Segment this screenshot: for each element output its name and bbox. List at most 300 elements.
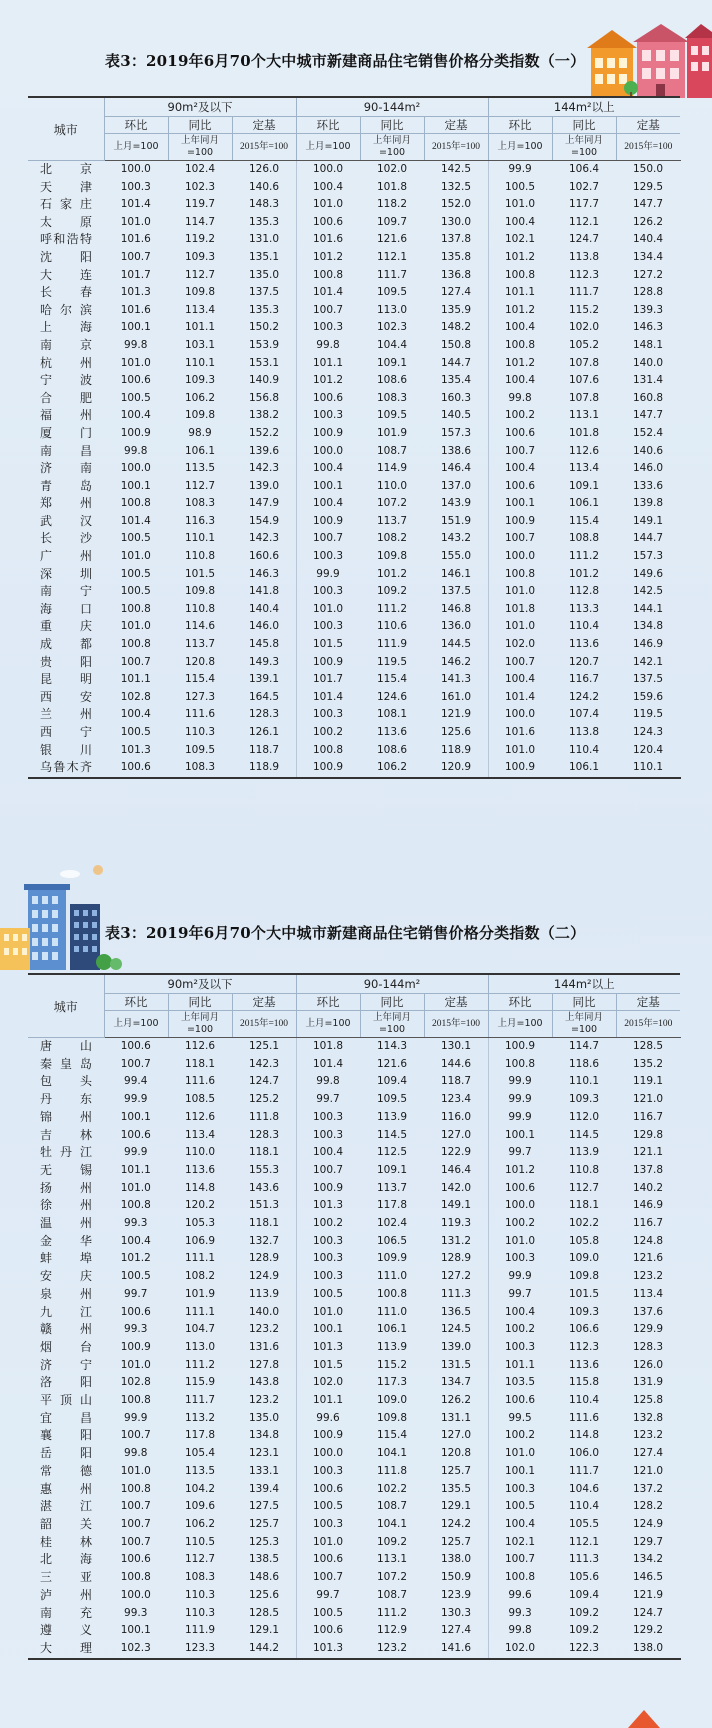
table-row	[28, 1286, 680, 1304]
index-value-cell: 146.1	[424, 566, 488, 584]
index-value-cell: 100.9	[296, 759, 360, 778]
index-value-cell: 115.8	[569, 1376, 600, 1389]
index-value-cell: 99.6	[316, 1411, 340, 1424]
index-value-cell: 142.3	[232, 460, 296, 478]
table-row	[28, 443, 680, 461]
index-value-cell: 131.2	[424, 1233, 488, 1251]
index-value-cell: 108.3	[168, 759, 232, 778]
city-name-text: 徐州	[40, 1198, 92, 1213]
index-value-cell: 99.8	[124, 1447, 148, 1460]
index-value-cell: 152.4	[633, 426, 664, 439]
index-value-cell: 120.4	[633, 743, 664, 756]
index-value-cell: 120.8	[424, 1445, 488, 1463]
index-value-cell: 146.8	[424, 601, 488, 619]
city-name	[28, 179, 104, 197]
city-name-text: 唐山	[40, 1039, 92, 1053]
index-value-cell: 111.9	[184, 1624, 216, 1637]
city-name	[28, 1357, 104, 1375]
city-name-text: 九江	[40, 1304, 92, 1319]
city-name	[28, 1374, 104, 1392]
index-value-cell: 100.4	[120, 409, 151, 422]
group-header-small: 90m²及以下	[104, 97, 296, 117]
index-value-cell: 142.1	[633, 655, 664, 668]
table-row	[28, 319, 680, 337]
index-value-cell: 118.7	[232, 742, 296, 760]
index-value-cell: 101.0	[505, 743, 536, 756]
index-value-cell: 149.3	[232, 654, 296, 672]
city-name	[28, 1250, 104, 1268]
index-value-cell: 111.7	[569, 286, 600, 299]
table-row	[28, 706, 680, 724]
city-name	[28, 302, 104, 320]
index-value-cell: 100.7	[312, 1571, 344, 1584]
index-value-cell: 160.6	[232, 548, 296, 566]
index-value-cell: 102.3	[104, 1640, 168, 1659]
index-value-cell: 100.9	[312, 1181, 344, 1194]
index-value-cell: 107.2	[376, 497, 408, 510]
city-name-text: 无锡	[40, 1162, 92, 1177]
index-value-cell: 141.6	[424, 1640, 488, 1659]
table-row	[28, 214, 680, 232]
city-name-text: 广州	[40, 549, 92, 564]
index-value-cell: 106.0	[569, 1447, 600, 1460]
index-value-cell: 121.9	[633, 1588, 664, 1601]
index-value-cell: 113.0	[184, 1340, 216, 1353]
index-value-cell: 101.0	[120, 356, 151, 369]
city-name-text: 合肥	[40, 390, 92, 405]
index-value-cell: 106.1	[569, 497, 600, 510]
index-value-cell: 110.1	[569, 1075, 600, 1088]
subcol-base: 定基	[232, 994, 296, 1011]
city-name-text: 重庆	[40, 619, 92, 634]
index-value-cell: 107.8	[569, 356, 600, 369]
index-value-cell: 113.4	[633, 1287, 664, 1300]
table-row	[28, 1569, 680, 1587]
index-value-cell: 105.5	[569, 1517, 600, 1530]
index-value-cell: 99.7	[508, 1287, 532, 1300]
index-value-cell: 115.2	[569, 303, 600, 316]
index-value-cell: 100.5	[312, 1500, 344, 1513]
base-2015: 2015年=100	[232, 1011, 296, 1038]
index-value-cell: 100.5	[120, 391, 151, 404]
index-value-cell: 149.6	[633, 567, 664, 580]
index-value-cell: 100.6	[505, 1181, 536, 1194]
city-name	[28, 1339, 104, 1357]
city-name	[28, 1197, 104, 1215]
index-value-cell: 112.0	[569, 1110, 600, 1123]
city-name-text: 太原	[40, 214, 92, 229]
index-value-cell: 100.5	[312, 1606, 344, 1619]
index-value-cell: 111.1	[184, 1252, 216, 1265]
index-value-cell: 127.0	[424, 1127, 488, 1145]
index-value-cell: 139.1	[232, 671, 296, 689]
city-name	[28, 1481, 104, 1499]
table-row	[28, 1197, 680, 1215]
index-value-cell: 100.3	[505, 1482, 536, 1495]
subcol-base: 定基	[232, 117, 296, 134]
index-value-cell: 100.4	[312, 462, 344, 475]
index-value-cell: 114.9	[376, 462, 408, 475]
index-value-cell: 101.9	[376, 426, 408, 439]
index-value-cell: 106.1	[552, 759, 616, 778]
index-value-cell: 122.9	[424, 1144, 488, 1162]
index-value-cell: 101.0	[120, 215, 151, 228]
city-name-text: 岳阳	[40, 1446, 92, 1461]
index-value-cell: 100.2	[312, 726, 344, 738]
index-value-cell: 109.8	[184, 585, 216, 598]
index-value-cell: 110.3	[184, 1606, 216, 1619]
index-value-cell: 99.7	[316, 1588, 340, 1601]
city-name-text: 洛阳	[40, 1375, 92, 1390]
index-value-cell: 109.8	[184, 286, 216, 299]
city-name-text: 昆明	[40, 672, 92, 687]
index-value-cell: 128.9	[424, 1250, 488, 1268]
index-value-cell: 101.0	[505, 198, 536, 211]
index-value-cell: 101.4	[312, 286, 344, 299]
index-value-cell: 99.9	[508, 1270, 532, 1283]
index-value-cell: 123.4	[424, 1091, 488, 1109]
city-name-text: 锦州	[40, 1109, 92, 1124]
index-value-cell: 102.0	[488, 1640, 552, 1659]
city-name-text: 乌鲁木齐	[40, 760, 92, 775]
index-value-cell: 119.2	[184, 233, 216, 246]
index-value-cell: 101.6	[120, 303, 151, 316]
table-row	[28, 425, 680, 443]
index-value-cell: 113.7	[184, 638, 216, 651]
index-value-cell: 112.1	[569, 1535, 600, 1548]
index-value-cell: 115.2	[376, 1358, 408, 1371]
index-value-cell: 101.0	[312, 1535, 344, 1548]
index-value-cell: 128.9	[232, 1250, 296, 1268]
index-value-cell: 139.0	[424, 1339, 488, 1357]
index-value-cell: 137.5	[232, 284, 296, 302]
index-value-cell: 112.5	[376, 1146, 408, 1159]
subcol-base: 定基	[424, 994, 488, 1011]
index-value-cell: 128.2	[633, 1500, 664, 1513]
subcol-yoy: 同比	[552, 994, 616, 1011]
index-value-cell: 100.9	[312, 426, 344, 439]
table-row	[28, 1215, 680, 1233]
index-value-cell: 137.8	[424, 231, 488, 249]
city-name-text: 长沙	[40, 531, 92, 546]
index-value-cell: 100.1	[505, 1464, 536, 1477]
index-value-cell: 100.6	[120, 1553, 151, 1566]
city-name	[28, 706, 104, 724]
index-value-cell: 124.6	[376, 690, 408, 703]
index-value-cell: 109.1	[569, 479, 600, 492]
index-value-cell: 104.6	[569, 1482, 600, 1495]
table-row	[28, 1304, 680, 1322]
index-value-cell: 100.7	[120, 1500, 151, 1513]
index-value-cell: 101.2	[569, 567, 600, 580]
table-row	[28, 1410, 680, 1428]
index-value-cell: 113.4	[184, 1128, 216, 1141]
index-value-cell: 142.0	[424, 1180, 488, 1198]
index-value-cell: 109.8	[569, 1270, 600, 1283]
index-value-cell: 107.2	[376, 1571, 408, 1584]
index-value-cell: 100.5	[312, 1287, 344, 1300]
city-name	[28, 1551, 104, 1569]
city-name-text: 贵阳	[40, 654, 92, 669]
table-row	[28, 636, 680, 654]
index-value-cell: 113.8	[569, 726, 600, 738]
index-value-cell: 108.6	[376, 743, 408, 756]
city-name	[28, 1445, 104, 1463]
city-name-text: 郑州	[40, 496, 92, 511]
index-value-cell: 107.6	[569, 374, 600, 387]
index-value-cell: 127.2	[633, 268, 664, 281]
index-value-cell: 146.2	[424, 654, 488, 672]
index-value-cell: 111.7	[569, 1464, 600, 1477]
index-value-cell: 112.6	[569, 444, 600, 457]
index-value-cell: 99.9	[124, 1093, 148, 1106]
table-row	[28, 1498, 680, 1516]
index-value-cell: 101.1	[120, 1163, 151, 1176]
index-value-cell: 144.5	[424, 636, 488, 654]
city-name-text: 蚌埠	[40, 1251, 92, 1266]
base-yoy: 上年同月=100	[552, 134, 616, 161]
index-value-cell: 100.7	[120, 1535, 151, 1548]
index-value-cell: 101.4	[120, 198, 151, 211]
city-name-text: 大理	[40, 1640, 92, 1655]
table-row	[28, 1605, 680, 1623]
subcol-mom: 环比	[296, 117, 360, 134]
index-value-cell: 124.9	[232, 1268, 296, 1286]
index-value-cell: 116.7	[633, 1110, 664, 1123]
index-value-cell: 110.1	[184, 356, 216, 369]
index-value-cell: 101.7	[120, 268, 151, 281]
index-value-cell: 136.5	[424, 1304, 488, 1322]
city-name	[28, 1144, 104, 1162]
index-value-cell: 100.4	[505, 374, 536, 387]
index-value-cell: 118.6	[569, 1057, 600, 1070]
table-row	[28, 601, 680, 619]
index-value-cell: 123.2	[633, 1429, 664, 1442]
index-value-cell: 109.2	[569, 1624, 600, 1637]
index-value-cell: 101.0	[312, 602, 344, 615]
index-value-cell: 129.1	[424, 1498, 488, 1516]
city-column-header: 城市	[28, 974, 104, 1038]
index-value-cell: 117.8	[184, 1429, 216, 1442]
index-value-cell: 117.3	[376, 1376, 408, 1389]
city-name-text: 金华	[40, 1233, 92, 1248]
city-name	[28, 1321, 104, 1339]
city-name-text: 杭州	[40, 355, 92, 370]
index-value-cell: 109.8	[376, 1411, 408, 1424]
index-value-cell: 128.5	[232, 1605, 296, 1623]
index-value-cell: 131.4	[633, 374, 664, 387]
index-value-cell: 135.9	[424, 302, 488, 320]
table-row	[28, 1551, 680, 1569]
index-value-cell: 100.2	[505, 409, 536, 422]
index-value-cell: 112.9	[376, 1624, 408, 1637]
index-value-cell: 150.0	[633, 163, 664, 175]
index-value-cell: 109.0	[376, 1394, 408, 1407]
index-value-cell: 108.2	[376, 532, 408, 545]
index-value-cell: 108.6	[376, 374, 408, 387]
city-name-text: 泉州	[40, 1286, 92, 1301]
index-value-cell: 100.7	[312, 532, 344, 545]
index-value-cell: 111.2	[376, 602, 408, 615]
index-value-cell: 100.8	[120, 638, 151, 651]
index-value-cell: 100.7	[312, 1163, 344, 1176]
city-name-text: 哈尔滨	[40, 302, 92, 317]
index-value-cell: 135.3	[232, 214, 296, 232]
index-value-cell: 99.3	[124, 1606, 148, 1619]
city-name	[28, 1516, 104, 1534]
index-value-cell: 100.7	[120, 655, 151, 668]
table-row	[28, 742, 680, 760]
index-value-cell: 146.9	[633, 1199, 664, 1212]
index-value-cell: 124.3	[633, 726, 664, 738]
index-value-cell: 106.6	[569, 1323, 600, 1336]
index-value-cell: 143.2	[424, 530, 488, 548]
index-value-cell: 114.6	[184, 620, 216, 633]
city-name-text: 海口	[40, 601, 92, 616]
index-value-cell: 98.9	[188, 426, 212, 439]
index-value-cell: 126.1	[232, 724, 296, 742]
index-value-cell: 125.7	[424, 1463, 488, 1481]
index-value-cell: 124.2	[569, 690, 600, 703]
index-value-cell: 102.3	[184, 180, 216, 193]
index-value-cell: 110.6	[376, 620, 408, 633]
index-value-cell: 124.7	[232, 1073, 296, 1091]
index-value-cell: 114.3	[376, 1040, 408, 1052]
city-name	[28, 636, 104, 654]
city-name	[28, 1569, 104, 1587]
index-value-cell: 133.1	[232, 1463, 296, 1481]
subcol-base: 定基	[616, 994, 680, 1011]
index-value-cell: 99.9	[508, 1093, 532, 1106]
index-value-cell: 113.2	[184, 1411, 216, 1424]
base-mom: 上月=100	[488, 134, 552, 161]
city-name	[28, 1162, 104, 1180]
index-value-cell: 100.8	[505, 567, 536, 580]
index-value-cell: 128.3	[232, 1127, 296, 1145]
index-value-cell: 100.6	[120, 1128, 151, 1141]
index-value-cell: 101.3	[312, 1199, 344, 1212]
table-row	[28, 1038, 680, 1056]
index-value-cell: 135.1	[232, 249, 296, 267]
index-value-cell: 112.7	[184, 479, 216, 492]
index-value-cell: 101.2	[120, 1252, 151, 1265]
index-value-cell: 138.5	[232, 1551, 296, 1569]
table-row	[28, 460, 680, 478]
index-value-cell: 99.7	[508, 1146, 532, 1159]
index-value-cell: 100.3	[505, 1252, 536, 1265]
index-value-cell: 134.7	[424, 1374, 488, 1392]
index-value-cell: 100.0	[312, 163, 344, 175]
index-value-cell: 101.1	[184, 321, 216, 334]
index-value-cell: 102.8	[120, 1376, 151, 1389]
index-value-cell: 111.7	[184, 1394, 216, 1407]
index-value-cell: 110.5	[184, 1535, 216, 1548]
index-value-cell: 100.4	[505, 673, 536, 686]
index-value-cell: 101.0	[120, 1181, 151, 1194]
group-header-medium: 90-144m²	[296, 974, 488, 994]
index-value-cell: 111.2	[569, 550, 600, 563]
city-name	[28, 1534, 104, 1552]
city-name-text: 丹东	[40, 1092, 92, 1107]
index-value-cell: 101.2	[312, 374, 344, 387]
group-header-medium: 90-144m²	[296, 97, 488, 117]
index-value-cell: 112.7	[184, 1553, 216, 1566]
city-name	[28, 372, 104, 390]
index-value-cell: 124.2	[424, 1516, 488, 1534]
index-value-cell: 100.0	[312, 444, 344, 457]
index-value-cell: 100.8	[505, 268, 536, 281]
city-name-text: 武汉	[40, 513, 92, 528]
city-name	[28, 724, 104, 742]
city-name	[28, 214, 104, 232]
index-value-cell: 161.0	[424, 689, 488, 707]
index-value-cell: 100.0	[505, 550, 536, 563]
group-header-large: 144m²以上	[488, 97, 680, 117]
city-name	[28, 319, 104, 337]
index-value-cell: 111.8	[376, 1464, 408, 1477]
index-value-cell: 110.3	[184, 726, 216, 738]
index-value-cell: 99.3	[508, 1606, 532, 1619]
index-value-cell: 109.8	[376, 550, 408, 563]
index-value-cell: 128.5	[633, 1040, 664, 1052]
subcol-base: 定基	[616, 117, 680, 134]
index-value-cell: 140.4	[232, 601, 296, 619]
index-value-cell: 100.0	[505, 1199, 536, 1212]
city-name	[28, 443, 104, 461]
index-value-cell: 101.3	[120, 286, 151, 299]
city-name	[28, 390, 104, 408]
index-value-cell: 101.5	[312, 638, 344, 651]
table-row	[28, 759, 680, 778]
subcol-yoy: 同比	[360, 117, 424, 134]
index-value-cell: 138.2	[232, 407, 296, 425]
city-name	[28, 759, 104, 778]
table-body	[28, 1038, 680, 1659]
index-value-cell: 101.8	[312, 1040, 344, 1052]
index-value-cell: 116.3	[184, 514, 216, 527]
index-value-cell: 131.0	[232, 231, 296, 249]
index-value-cell: 100.5	[120, 567, 151, 580]
index-value-cell: 139.0	[232, 478, 296, 496]
city-name-text: 南昌	[40, 443, 92, 458]
city-name	[28, 1498, 104, 1516]
index-value-cell: 104.4	[376, 338, 408, 351]
index-value-cell: 108.7	[376, 1588, 408, 1601]
index-value-cell: 101.9	[184, 1287, 216, 1300]
index-value-cell: 153.9	[232, 337, 296, 355]
city-name-text: 大连	[40, 267, 92, 282]
index-value-cell: 100.3	[312, 1270, 344, 1283]
index-value-cell: 101.0	[505, 1234, 536, 1247]
index-value-cell: 120.9	[424, 759, 488, 778]
table-row	[28, 1427, 680, 1445]
index-value-cell: 119.7	[184, 198, 216, 211]
index-value-cell: 100.6	[312, 1553, 344, 1566]
index-value-cell: 100.9	[312, 1429, 344, 1442]
index-value-cell: 99.4	[124, 1075, 148, 1088]
index-value-cell: 100.8	[120, 1394, 151, 1407]
index-value-cell: 150.9	[424, 1569, 488, 1587]
index-value-cell: 110.4	[569, 1500, 600, 1513]
index-value-cell: 113.1	[376, 1553, 408, 1566]
index-value-cell: 107.8	[569, 391, 600, 404]
index-value-cell: 129.9	[633, 1323, 664, 1336]
index-value-cell: 105.2	[569, 338, 600, 351]
index-value-cell: 113.9	[376, 1340, 408, 1353]
city-name	[28, 1622, 104, 1640]
index-value-cell: 104.1	[376, 1447, 408, 1460]
index-value-cell: 100.6	[104, 759, 168, 778]
